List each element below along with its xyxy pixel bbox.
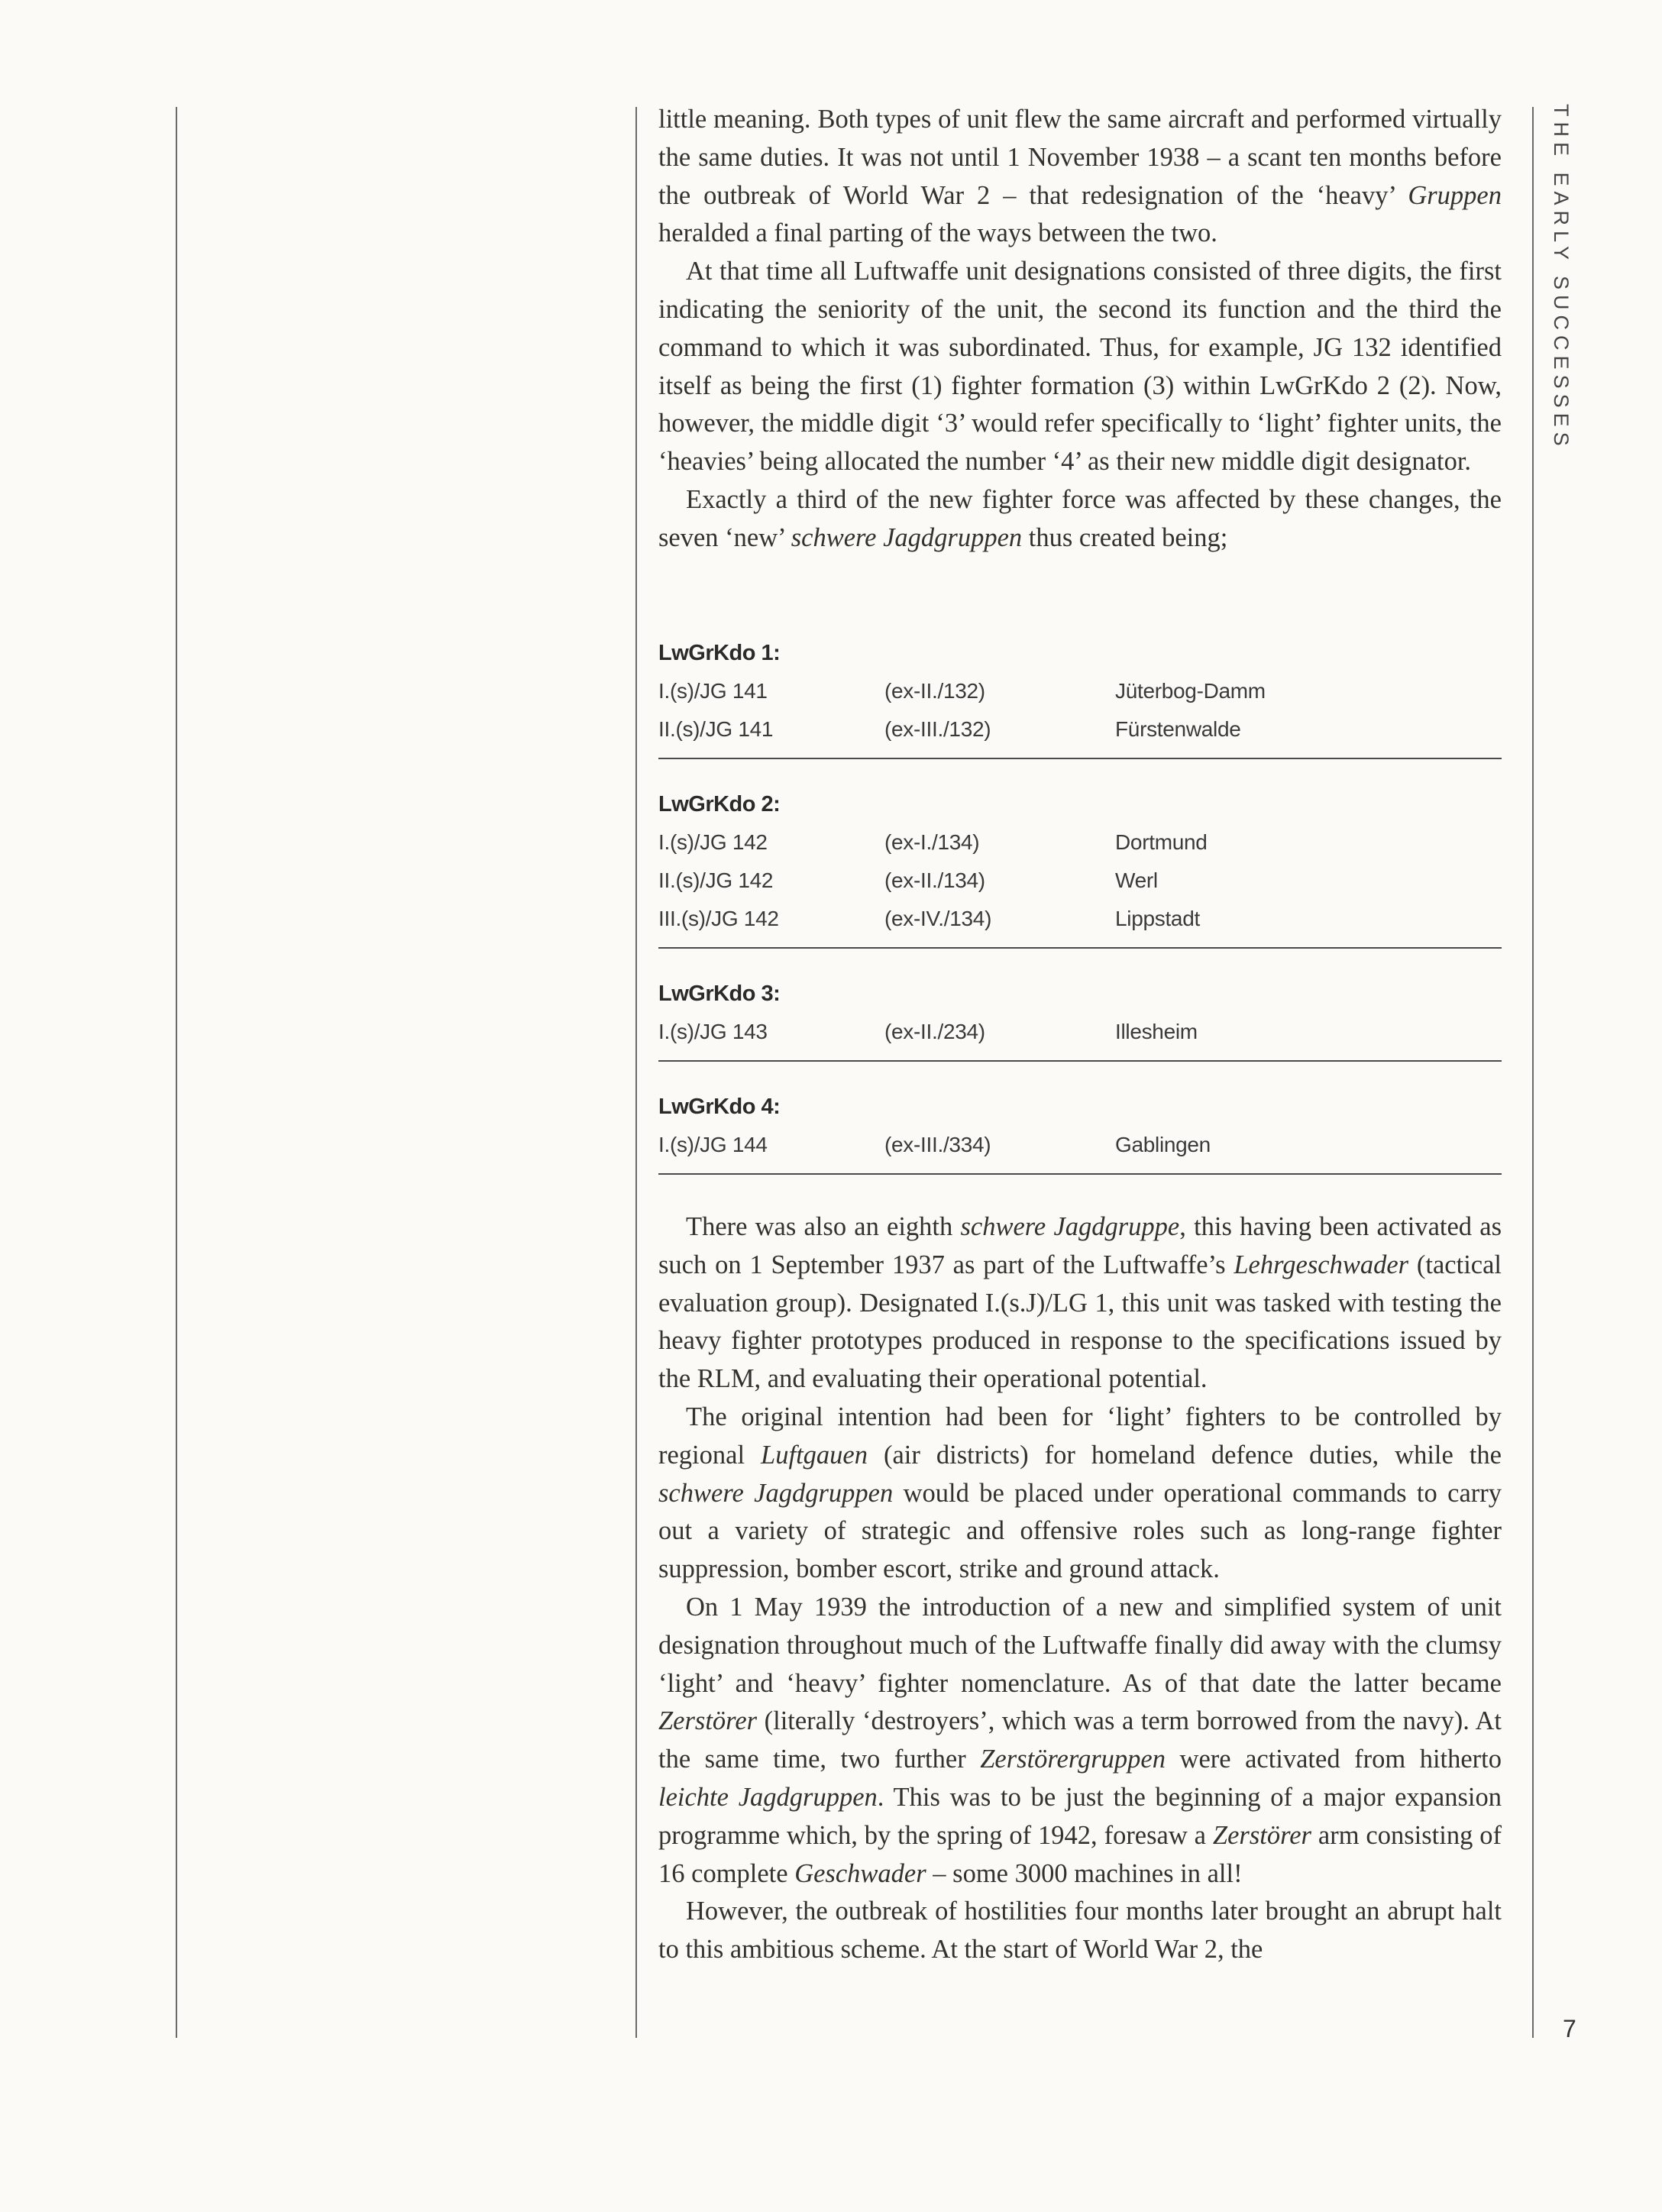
group-title: LwGrKdo 1:	[658, 641, 781, 665]
unit-cell: II.(s)/JG 141	[658, 717, 774, 741]
italic-term: Zerstörer	[658, 1706, 758, 1736]
former-designation-cell: (ex-I./134)	[884, 830, 980, 854]
text-run: thus created being;	[1022, 522, 1228, 552]
unit-cell: I.(s)/JG 144	[658, 1133, 768, 1156]
italic-term: schwere Jagdgruppe	[960, 1212, 1180, 1241]
right-margin-rule	[1532, 107, 1534, 2038]
command-group	[658, 975, 1502, 1062]
unit-cell: I.(s)/JG 141	[658, 679, 768, 703]
text-run: There was also an eighth	[686, 1212, 961, 1241]
italic-term: Zerstörergruppen	[980, 1745, 1166, 1774]
text-run: – some 3000 machines in all!	[926, 1858, 1243, 1888]
paragraph	[658, 1893, 1502, 1969]
left-margin-rule	[176, 107, 177, 2038]
table-row	[658, 710, 1502, 749]
text-run: The original intention had been for ‘light’ fighters to be controlled by regional	[658, 1402, 1502, 1470]
command-group	[658, 785, 1502, 949]
page-number: 7	[1563, 2015, 1576, 2042]
unit-cell: I.(s)/JG 143	[658, 1020, 768, 1043]
unit-table	[658, 634, 1502, 1201]
table-row	[658, 1013, 1502, 1051]
italic-term: Zerstörer	[1212, 1820, 1311, 1850]
base-cell: Fürstenwalde	[1115, 717, 1241, 741]
text-run: would be placed under operational commands to carry out a variety of strategic and offensive roles such as long-range fighter suppression, bomber escort, strike and ground attack.	[658, 1478, 1502, 1584]
group-title: LwGrKdo 3:	[658, 981, 781, 1006]
former-designation-cell: (ex-II./234)	[884, 1020, 985, 1043]
former-designation-cell: (ex-II./134)	[884, 868, 985, 892]
text-run: (air districts) for homeland defence duties, while the	[867, 1440, 1502, 1470]
former-designation-cell: (ex-II./132)	[884, 679, 985, 703]
base-cell: Werl	[1115, 868, 1158, 892]
paragraph	[658, 253, 1502, 481]
group-title: LwGrKdo 4:	[658, 1095, 781, 1119]
unit-cell: I.(s)/JG 142	[658, 830, 768, 854]
italic-term: schwere Jagdgruppen	[658, 1478, 894, 1508]
text-run: (literally ‘destroyers’, which was a term borrowed from the navy). At the same time, two further	[658, 1706, 1502, 1774]
unit-cell: II.(s)/JG 142	[658, 868, 774, 892]
paragraph	[658, 101, 1502, 253]
text-run: were activated from hitherto	[1166, 1745, 1502, 1774]
text-run: However, the outbreak of hostilities four months later brought an abrupt halt to this ambitious scheme. At the start of World War 2, the	[658, 1897, 1502, 1965]
italic-term: Gruppen	[1408, 180, 1502, 210]
table-row	[658, 900, 1502, 938]
paragraph	[658, 1399, 1502, 1589]
body-text-top	[658, 101, 1502, 558]
text-run: heralded a final parting of the ways between the two.	[658, 218, 1217, 248]
text-run: , this having been activated as such on 1 September 1937 as part of the Luftwaffe’s	[658, 1212, 1502, 1279]
unit-cell: III.(s)/JG 142	[658, 907, 779, 930]
paragraph	[658, 1589, 1502, 1893]
command-group	[658, 1088, 1502, 1175]
text-run: . This was to be just the beginning of a major expansion programme which, by the spring of 1942, foresaw a	[658, 1782, 1502, 1850]
italic-term: Luftgauen	[761, 1440, 868, 1470]
paragraph	[658, 481, 1502, 558]
base-cell: Gablingen	[1115, 1133, 1211, 1156]
italic-term: Geschwader	[794, 1858, 926, 1888]
group-title: LwGrKdo 2:	[658, 792, 781, 817]
paragraph	[658, 1208, 1502, 1399]
table-row	[658, 672, 1502, 710]
italic-term: schwere Jagdgruppen	[791, 522, 1023, 552]
text-run: little meaning. Both types of unit flew the same aircraft and performed virtually the same duties. It was not until 1 November 1938 – a scant ten months before the outbreak of World War 2 – that redesignation of the ‘heavy’	[658, 105, 1502, 210]
command-group	[658, 634, 1502, 759]
text-column-rule	[635, 107, 637, 2038]
base-cell: Lippstadt	[1115, 907, 1200, 930]
former-designation-cell: (ex-III./334)	[884, 1133, 991, 1156]
base-cell: Dortmund	[1115, 830, 1208, 854]
text-run: Exactly a third of the new fighter force was affected by these changes, the seven ‘new’	[658, 484, 1502, 552]
base-cell: Jüterbog-Damm	[1115, 679, 1266, 703]
body-text-bottom	[658, 1208, 1502, 1969]
italic-term: Lehrgeschwader	[1234, 1250, 1409, 1279]
text-run: arm consisting of 16 complete	[658, 1820, 1502, 1888]
table-row	[658, 1126, 1502, 1164]
base-cell: Illesheim	[1115, 1020, 1198, 1043]
text-run: On 1 May 1939 the introduction of a new and simplified system of unit designation throughout much of the Luftwaffe finally did away with the clumsy ‘light’ and ‘heavy’ fighter nomenclature. As of that date the latter became	[658, 1592, 1502, 1698]
text-run: (tactical evaluation group). Designated I.(s.J)/LG 1, this unit was tasked with testing the heavy fighter prototypes produced in response to the specifications issued by the RLM, and evaluating their operational potential.	[658, 1250, 1502, 1394]
table-row	[658, 862, 1502, 900]
former-designation-cell: (ex-IV./134)	[884, 907, 992, 930]
running-head: THE EARLY SUCCESSES	[1550, 104, 1573, 451]
table-row	[658, 823, 1502, 862]
text-run: At that time all Luftwaffe unit designations consisted of three digits, the first indicating the seniority of the unit, the second its function and the third the command to which it was subordinated. Thus, for example, JG 132 identified itself as being the first (1) fighter formation (3) within LwGrKdo 2 (2). Now, however, the middle digit ‘3’ would refer specifically to ‘light’ fighter units, the ‘heavies’ being allocated the number ‘4’ as their new middle digit designator.	[658, 257, 1502, 477]
former-designation-cell: (ex-III./132)	[884, 717, 991, 741]
italic-term: leichte Jagdgruppen	[658, 1782, 878, 1812]
